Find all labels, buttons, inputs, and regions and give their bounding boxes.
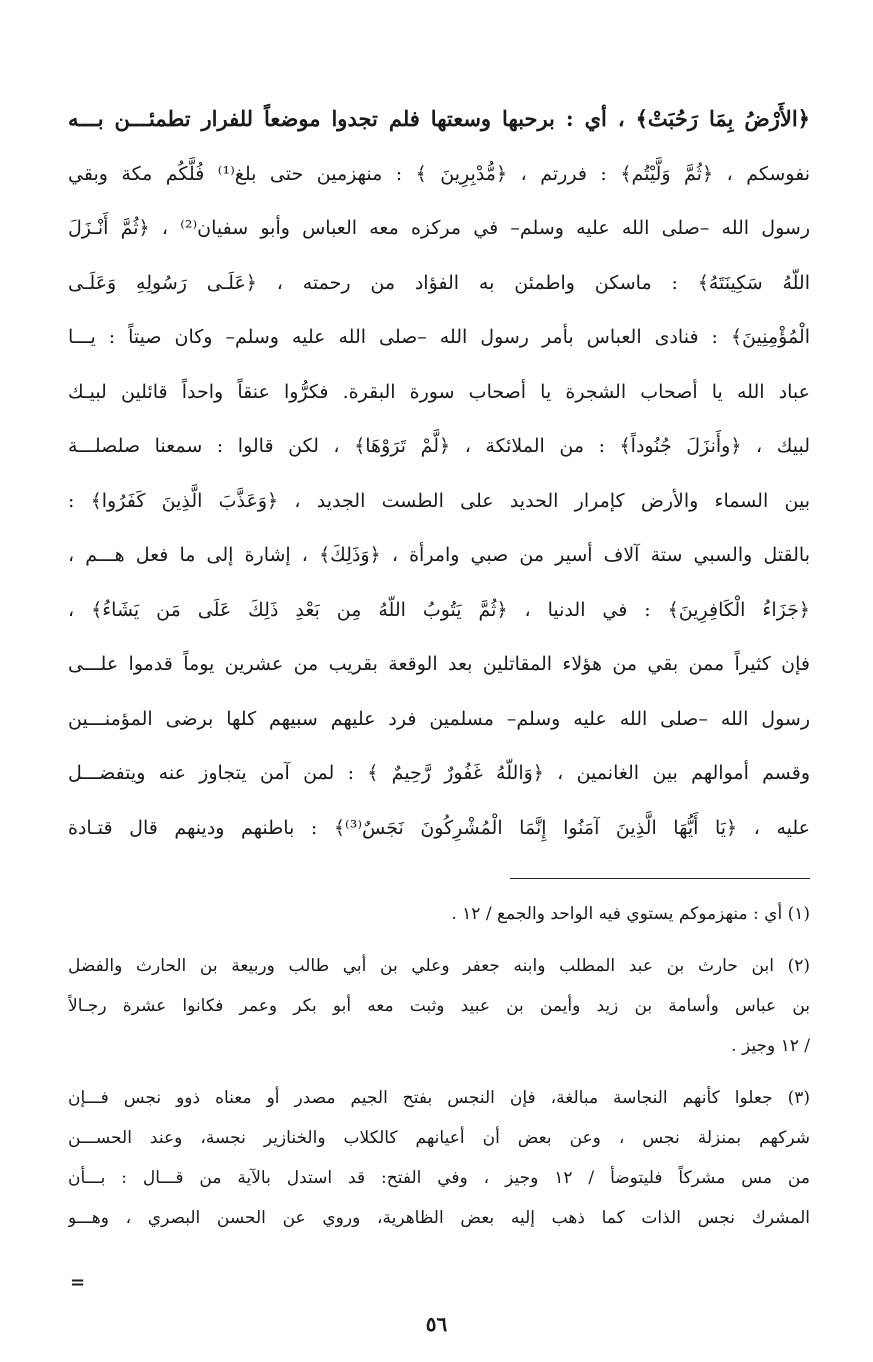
text-line: وقسم أموالهم بين الغانمين ، ﴿وَاللّهُ غَفُورٌ رَّحِيمٌ ﴾ : لمن آمن يتجاوز عنه ويتفضـــل xyxy=(68,762,810,784)
text-line: الْمُؤْمِنِينَ﴾ : فنادى العباس بأمر رسول الله –صلى الله عليه وسلم– وكان صيتاً : يـــا xyxy=(68,326,810,348)
text-line: رسول الله –صلى الله عليه وسلم– في مركزه معه العباس وأبو سفيان⁽²⁾ ، ﴿ثُمَّ أَنْـزَلَ xyxy=(68,217,810,239)
text-line: بالقتل والسبي ستة آلاف أسير من صبي وامرأة ، ﴿وَذَلِكَ﴾ ، إشارة إلى ما فعل هـــم ، xyxy=(68,544,810,566)
text-line: نفوسكم ، ﴿ثُمَّ وَلَّيْتُم﴾ : فررتم ، ﴿مُّدْبِرِينَ ﴾ : منهزمين حتى بلغ⁽¹⁾ فُلَّكُم مكة وبقي xyxy=(68,162,810,185)
footnote-1: (١) أي : منهزموكم يستوي فيه الواحد والجمع / ١٢ . xyxy=(451,904,810,924)
text-line: فإن كثيراً ممن بقي من هؤلاء المقاتلين بعد الوقعة بقريب من عشرين يوماً قدموا علـــى xyxy=(68,653,810,675)
text-line: عباد الله يا أصحاب الشجرة يا أصحاب سورة البقرة. فكرُّوا عنقاً واحداً قائلين لبيـك xyxy=(68,380,810,403)
continuation-mark: = xyxy=(70,1272,86,1293)
footnote-divider xyxy=(510,878,810,879)
footnote-2-line: / ١٢ وجيز . xyxy=(731,1036,810,1056)
text-line: عليه ، ﴿يَا أَيُّهَا الَّذِينَ آمَنُوا إِنَّمَا الْمُشْرِكُونَ نَجَسٌ⁽³⁾﴾ : باطنهم ودينهم قال قتـادة xyxy=(68,816,810,839)
text-line: اللّهُ سَكِينَتَهُ﴾ : ماسكن واطمئن به الفؤاد من رحمته ، ﴿عَلَـى رَسُولِهِ وَعَلَـى xyxy=(68,271,810,294)
footnotes xyxy=(68,894,810,1238)
footnote-3-line: المشرك نجس الذات كما ذهب إليه بعض الظاهرية، وروي عن الحسن البصري ، وهـــو xyxy=(68,1208,810,1228)
text-line: بين السماء والأرض كإمرار الحديد على الطست الجديد ، ﴿وَعَذَّبَ الَّذِينَ كَفَرُوا﴾ : xyxy=(68,489,810,512)
text-line: رسول الله –صلى الله عليه وسلم– مسلمين فرد عليهم سبيهم كلها برضى المؤمنـــين xyxy=(68,707,810,730)
text-line: ﴿جَزَاءُ الْكَافِرِينَ﴾ : في الدنيا ، ﴿ثُمَّ يَتُوبُ اللّهُ مِن بَعْدِ ذَلِكَ عَلَى مَن يَشَاءُ﴾ ، xyxy=(68,598,810,621)
text-line: لبيك ، ﴿وأَنزَلَ جُنُوداً﴾ : من الملائكة ، ﴿لَّمْ تَرَوْهَا﴾ ، لكن قالوا : سمعنا صلصلـــة xyxy=(68,435,810,457)
footnote-3-line: (٣) جعلوا كأنهم النجاسة مبالغة، فإن النجس بفتح الجيم مصدر أو معناه ذوو نجس فـــإن xyxy=(68,1088,810,1108)
footnote-2-line: (٢) ابن حارث بن عبد المطلب وابنه جعفر وعلي بن أبي طالب وربيعة بن الحارث والفضل xyxy=(68,956,810,976)
page-number: ٥٦ xyxy=(425,1312,448,1336)
text-line: ﴿الأَرْضُ بِمَا رَحُبَتْ﴾ ، أي : برحبها وسعتها فلم تجدوا موضعاً للفرار تطمئـــن بـــه xyxy=(68,106,810,131)
main-text xyxy=(68,92,810,855)
footnote-2-line: بن عباس وأسامة بن زيد وأيمن بن عبيد وثبت معه أبو بكر وعمر فكانوا عشرة رجـالاً xyxy=(68,996,810,1016)
footnote-3-line: شركهم بمنزلة نجس ، وعن بعض أن أعيانهم كالكلاب والخنازير نجسة، وعند الحســـن xyxy=(68,1128,810,1148)
footnote-3-line: من مس مشركاً فليتوضأ / ١٢ وجيز ، وفي الفتح: قد استدل بالآية من قـــال : بـــأن xyxy=(68,1168,810,1188)
